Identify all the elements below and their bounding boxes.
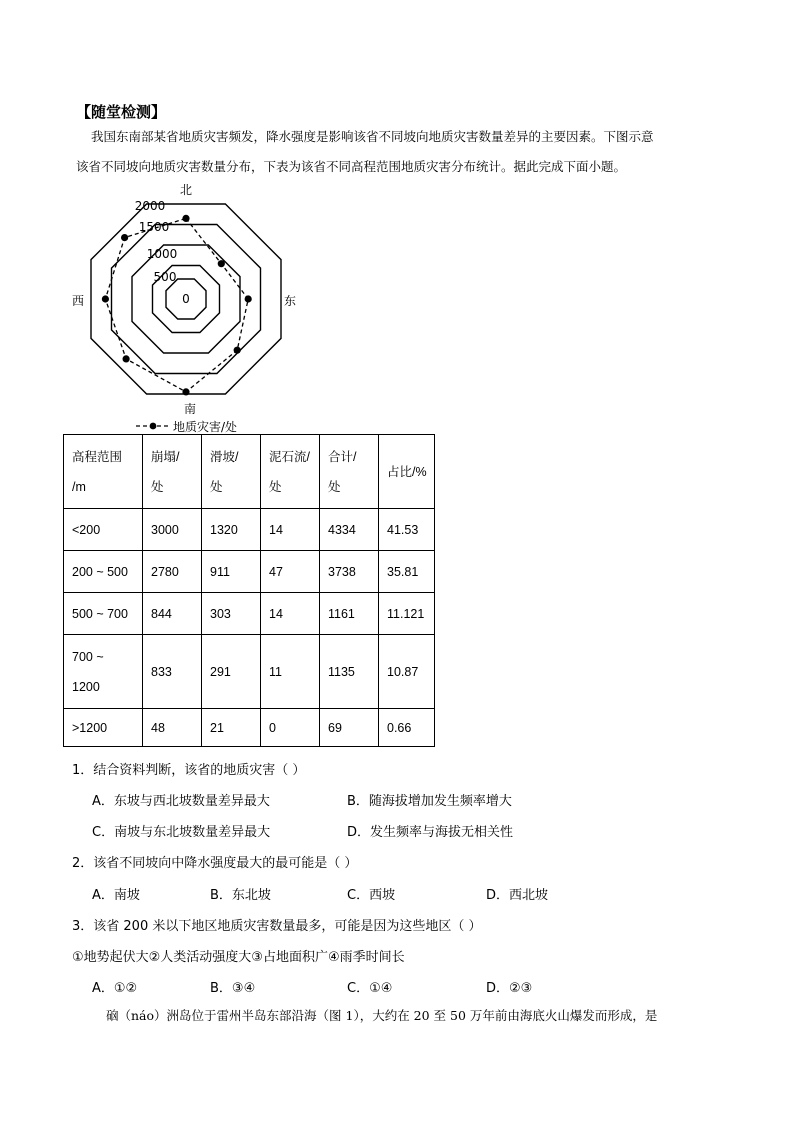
- table-cell: 47: [261, 551, 320, 593]
- question-2-option-c[interactable]: C．西坡: [347, 888, 396, 903]
- radar-data-point: [123, 355, 130, 362]
- radar-legend-label: 地质灾害/处: [173, 420, 238, 434]
- table-cell: 844: [143, 593, 202, 635]
- table-cell: 2780: [143, 551, 202, 593]
- question-1-option-b[interactable]: B．随海拔增加发生频率增大: [347, 794, 512, 809]
- radar-ring-label: 0: [182, 292, 190, 306]
- table-cell: 3738: [320, 551, 379, 593]
- table-cell: 3000: [143, 509, 202, 551]
- radar-data-point: [121, 234, 128, 241]
- table-cell: 200 ~ 500: [64, 551, 143, 593]
- table-cell: 911: [202, 551, 261, 593]
- question-3-option-c[interactable]: C．①④: [347, 981, 393, 996]
- table-cell: 14: [261, 593, 320, 635]
- table-cell: 11.121: [379, 593, 435, 635]
- question-3-option-b[interactable]: B．③④: [210, 981, 256, 996]
- table-cell: 41.53: [379, 509, 435, 551]
- table-cell: 1135: [320, 635, 379, 709]
- question-3-option-d[interactable]: D．②③: [486, 981, 533, 996]
- elevation-disaster-table: [63, 434, 435, 747]
- table-header-cell: 滑坡/ 处: [202, 435, 261, 509]
- radar-data-point: [245, 295, 252, 302]
- radar-data-point: [182, 388, 189, 395]
- question-3-statements: ①地势起伏大②人类活动强度大③占地面积广④雨季时间长: [72, 950, 405, 965]
- table-header-cell: 合计/ 处: [320, 435, 379, 509]
- table-cell: 1320: [202, 509, 261, 551]
- radar-direction-label: 西: [71, 294, 85, 308]
- table-row: [64, 635, 435, 709]
- table-row: [64, 551, 435, 593]
- question-1-option-a[interactable]: A．东坡与西北坡数量差异最大: [92, 794, 270, 809]
- question-2-option-b[interactable]: B．东北坡: [210, 888, 271, 903]
- table-cell: 1161: [320, 593, 379, 635]
- radar-data-point: [182, 215, 189, 222]
- table-header-cell: 崩塌/ 处: [143, 435, 202, 509]
- table-cell: 291: [202, 635, 261, 709]
- radar-ring-label: 500: [153, 270, 177, 284]
- intro-line-1: 我国东南部某省地质灾害频发，降水强度是影响该省不同坡向地质灾害数量差异的主要因素。下图示意: [91, 129, 654, 144]
- radar-ring-label: 1500: [138, 220, 170, 234]
- table-cell: 21: [202, 709, 261, 747]
- radar-data-point: [102, 295, 109, 302]
- question-2-option-a[interactable]: A．南坡: [92, 888, 140, 903]
- table-header-cell: 高程范围 /m: [64, 435, 143, 509]
- table-cell: 303: [202, 593, 261, 635]
- section-heading: 【随堂检测】: [76, 103, 167, 121]
- table-cell: >1200: [64, 709, 143, 747]
- table-header-row: [64, 435, 435, 509]
- table-cell: 700 ~ 1200: [64, 635, 143, 709]
- legend-marker: [150, 423, 157, 430]
- table-cell: 69: [320, 709, 379, 747]
- intro-line-2: 该省不同坡向地质灾害数量分布，下表为该省不同高程范围地质灾害分布统计。据此完成下面小题。: [76, 159, 627, 174]
- table-cell: 833: [143, 635, 202, 709]
- question-3-stem: 3．该省 200 米以下地区地质灾害数量最多，可能是因为这些地区（ ）: [72, 919, 482, 934]
- table-row: [64, 509, 435, 551]
- radar-direction-label: 北: [179, 183, 193, 197]
- table-cell: 0: [261, 709, 320, 747]
- radar-data-point: [234, 347, 241, 354]
- table-header-cell: 占比/%: [379, 435, 435, 509]
- table-header-cell: 泥石流/ 处: [261, 435, 320, 509]
- question-2-option-d[interactable]: D．西北坡: [486, 888, 549, 903]
- radar-direction-label: 东: [283, 294, 297, 308]
- table-row: [64, 709, 435, 747]
- question-1-stem: 1．结合资料判断，该省的地质灾害（ ）: [72, 763, 306, 778]
- radar-data-point: [218, 260, 225, 267]
- question-3-option-a[interactable]: A．①②: [92, 981, 138, 996]
- radar-ring-label: 1000: [146, 247, 178, 261]
- table-row: [64, 593, 435, 635]
- question-2-stem: 2．该省不同坡向中降水强度最大的最可能是（ ）: [72, 856, 358, 871]
- question-1-option-d[interactable]: D．发生频率与海拔无相关性: [347, 825, 514, 840]
- question-1-option-c[interactable]: C．南坡与东北坡数量差异最大: [92, 825, 271, 840]
- radar-direction-label: 南: [183, 402, 197, 416]
- radar-ring-label: 2000: [134, 199, 166, 213]
- table-cell: 0.66: [379, 709, 435, 747]
- table-cell: 14: [261, 509, 320, 551]
- table-cell: 35.81: [379, 551, 435, 593]
- table-cell: <200: [64, 509, 143, 551]
- next-passage-line: 硇（náo）洲岛位于雷州半岛东部沿海（图 1），大约在 20 至 50 万年前由海底火山爆发而形成，是: [106, 1008, 658, 1023]
- table-cell: 500 ~ 700: [64, 593, 143, 635]
- table-cell: 11: [261, 635, 320, 709]
- table-cell: 4334: [320, 509, 379, 551]
- table-cell: 10.87: [379, 635, 435, 709]
- table-cell: 48: [143, 709, 202, 747]
- radar-chart: [62, 180, 312, 430]
